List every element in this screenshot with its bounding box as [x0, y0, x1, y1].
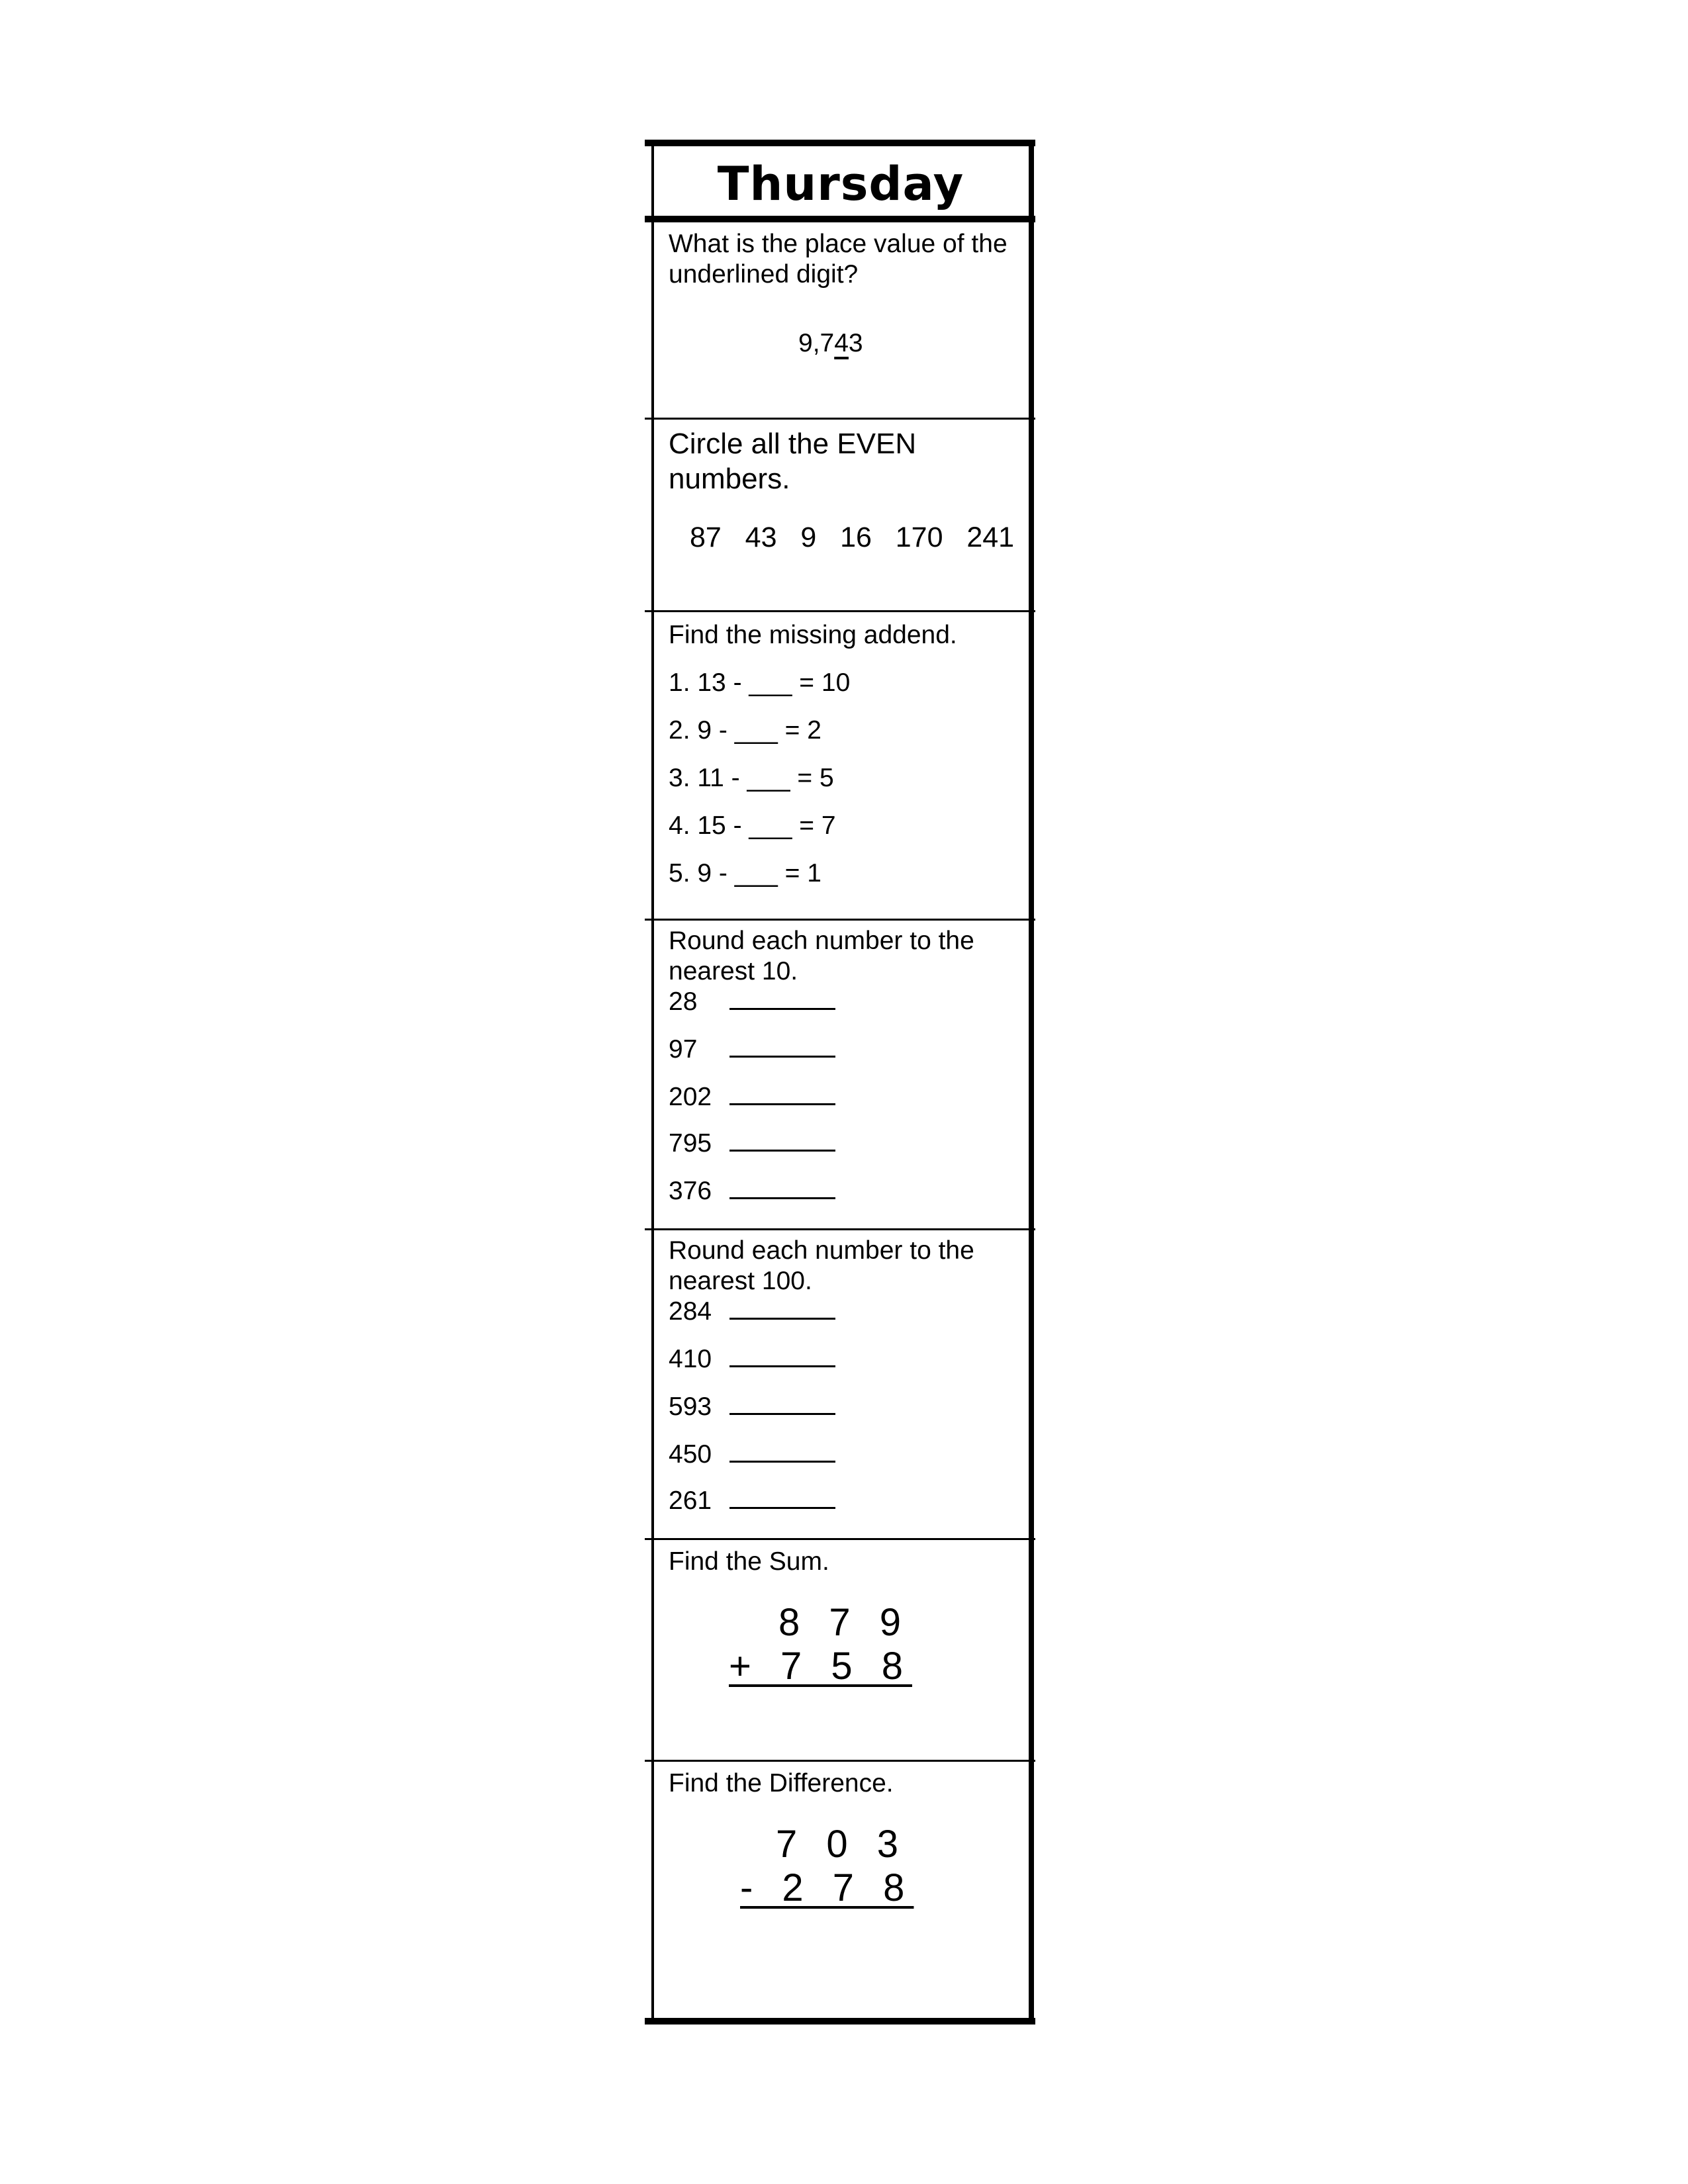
round-number: 410 [669, 1345, 712, 1373]
round-hundred-prompt: Round each number to the nearest 100. [669, 1236, 974, 1295]
even-numbers-section [653, 420, 1027, 610]
right-border [1029, 140, 1034, 2025]
round-number: 284 [669, 1297, 712, 1326]
sum-top-number: 8 7 9 [778, 1601, 910, 1644]
difference-bottom-number [740, 1866, 914, 1910]
round-number: 261 [669, 1486, 712, 1515]
round-ten-section [653, 921, 1027, 1228]
place-value-number [798, 322, 863, 365]
answer-blank [729, 987, 835, 1010]
missing-addend-section [653, 612, 1027, 919]
number-after: 3 [848, 329, 863, 357]
list-item [669, 1176, 835, 1206]
place-value-section [653, 222, 1027, 418]
sum-prompt: Find the Sum. [669, 1547, 829, 1576]
title-divider [645, 216, 1035, 222]
bottom-border [645, 2018, 1035, 2025]
round-number: 202 [669, 1083, 712, 1111]
answer-blank [729, 1082, 835, 1105]
answer-blank [729, 1439, 835, 1463]
sum-bottom-number [729, 1645, 912, 1688]
place-value-prompt: What is the place value of the underlined digit? [669, 230, 1008, 289]
list-item [669, 1034, 835, 1065]
difference-prompt: Find the Difference. [669, 1769, 894, 1797]
list-item: 3. 11 - ___ = 5 [669, 764, 834, 792]
list-item [669, 1392, 835, 1422]
round-number: 28 [669, 987, 698, 1016]
list-item [669, 987, 835, 1017]
list-item [669, 1297, 835, 1327]
difference-section [653, 1762, 1027, 2018]
list-item [669, 1128, 835, 1159]
round-ten-prompt: Round each number to the nearest 10. [669, 927, 974, 985]
round-number: 376 [669, 1177, 712, 1205]
list-item [669, 1486, 835, 1516]
number-before: 9,7 [798, 329, 835, 357]
list-item: 5. 9 - ___ = 1 [669, 859, 821, 887]
answer-blank [729, 1297, 835, 1320]
difference-top-number: 7 0 3 [776, 1823, 908, 1866]
list-item: 4. 15 - ___ = 7 [669, 811, 836, 840]
worksheet-column [645, 140, 1035, 2025]
list-item: 2. 9 - ___ = 2 [669, 716, 821, 745]
sum-bottom-underlined: + 7 5 8 [729, 1645, 912, 1688]
list-item: 1. 13 - ___ = 10 [669, 668, 851, 697]
top-border [645, 140, 1035, 146]
answer-blank [729, 1486, 835, 1509]
even-numbers-prompt: Circle all the EVEN numbers. [669, 428, 917, 495]
page-title: Thursday [717, 157, 964, 211]
missing-addend-prompt: Find the missing addend. [669, 621, 957, 649]
list-item [669, 1082, 835, 1113]
answer-blank [729, 1128, 835, 1152]
list-item [669, 1439, 835, 1470]
round-number: 593 [669, 1392, 712, 1421]
round-number: 97 [669, 1035, 698, 1064]
sum-section [653, 1540, 1027, 1760]
list-item [669, 1344, 835, 1375]
answer-blank [729, 1344, 835, 1367]
round-hundred-section [653, 1230, 1027, 1538]
even-numbers-list: 87 43 9 16 170 241 [690, 522, 1015, 553]
round-number: 450 [669, 1440, 712, 1469]
round-number: 795 [669, 1129, 712, 1158]
underlined-digit: 4 [834, 329, 849, 357]
difference-bottom-underlined: - 2 7 8 [740, 1866, 914, 1909]
answer-blank [729, 1034, 835, 1058]
answer-blank [729, 1392, 835, 1415]
answer-blank [729, 1176, 835, 1199]
